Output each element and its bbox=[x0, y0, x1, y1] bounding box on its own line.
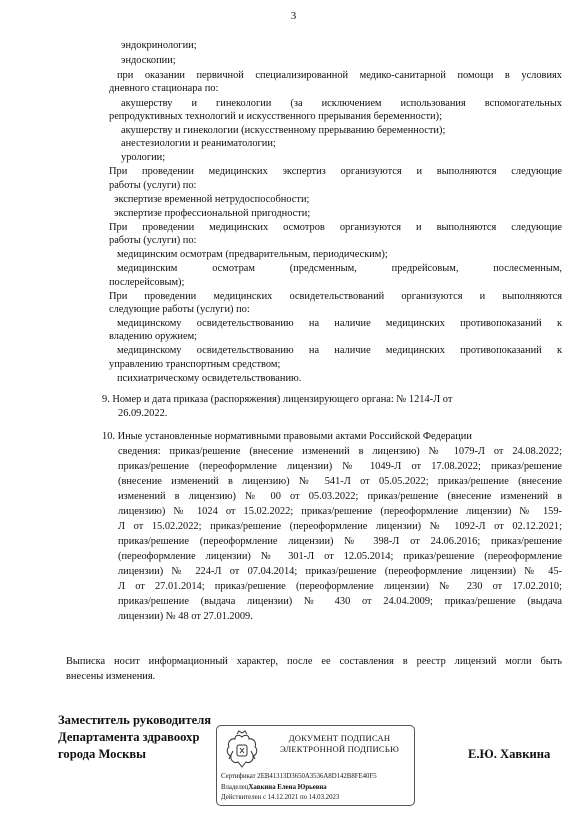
text-line: медицинскому освидетельствованию на наличие медицинских противопоказаний к bbox=[117, 345, 562, 356]
text-line: Л от 27.01.2014; приказ/решение (переоформление лицензии) № 230 от 17.02.2010; bbox=[118, 581, 562, 592]
text-line: (внесение изменений в лицензию) № 541-Л от 05.05.2022; приказ/решение (внесение bbox=[118, 476, 562, 487]
text-line: приказ/решение (переоформление лицензии) № 398-Л от 24.06.2016; приказ/решение bbox=[118, 536, 562, 547]
text-line: изменений в лицензию) № 00 от 05.03.2022; приказ/решение (внесение изменений в bbox=[118, 491, 562, 502]
coat-of-arms-icon bbox=[221, 729, 263, 773]
text-line: экспертизе профессиональной пригодности; bbox=[114, 208, 311, 219]
text-line: работы (услуги) по: bbox=[109, 180, 197, 191]
text-line: владению оружием; bbox=[109, 331, 198, 342]
text-line: 9. Номер и дата приказа (распоряжения) лицензирующего органа: № 1214-Л от bbox=[102, 394, 453, 405]
text-line: Выписка носит информационный характер, после ее составления в реестр лицензий могли быть bbox=[66, 656, 562, 667]
stamp-owner: ВладелецХавкина Елена Юрьевна bbox=[221, 784, 327, 791]
text-line: сведения: приказ/решение (внесение изменений в лицензию) № 1079-Л от 24.08.2022; bbox=[118, 446, 562, 457]
text-line: следующие работы (услуги) по: bbox=[109, 304, 250, 315]
text-line: лицензии) № 48 от 27.01.2009. bbox=[118, 611, 253, 622]
signer-name: Е.Ю. Хавкина bbox=[468, 747, 551, 761]
text-line: лицензии) № 224-Л от 07.04.2014; приказ/решение (переоформление лицензии) № 45- bbox=[118, 566, 562, 577]
electronic-signature-stamp bbox=[216, 725, 415, 806]
text-line: медицинским осмотрам (предварительным, периодическим); bbox=[117, 249, 388, 260]
text-line: При проведении медицинских экспертиз организуются и выполняются следующие bbox=[109, 166, 562, 177]
text-line: приказ/решение (переоформление лицензии) № 1049-Л от 17.08.2022; приказ/решение bbox=[118, 461, 562, 472]
text-line: урологии; bbox=[121, 152, 166, 163]
text-line: послерейсовым); bbox=[109, 277, 185, 288]
text-line: дневного стационара по: bbox=[109, 83, 219, 94]
text-line: управлению транспортным средством; bbox=[109, 359, 281, 370]
text-line: экспертизе временной нетрудоспособности; bbox=[114, 194, 310, 205]
text-line: лицензию) № 1024 от 15.02.2022; приказ/решение (переоформление лицензии) № 159- bbox=[118, 506, 562, 517]
stamp-title: ДОКУМЕНТ ПОДПИСАН ЭЛЕКТРОННОЙ ПОДПИСЬЮ bbox=[279, 733, 399, 754]
text-line: акушерству и гинекологии (за исключением использования вспомогательных bbox=[121, 98, 562, 109]
text-line: эндоскопии; bbox=[121, 55, 176, 66]
stamp-validity: Действителен с 14.12.2021 по 14.03.2023 bbox=[221, 794, 340, 801]
text-line: внесены изменения. bbox=[66, 671, 156, 682]
text-line: медицинскому освидетельствованию на наличие медицинских противопоказаний к bbox=[117, 318, 562, 329]
text-line: При проведении медицинских освидетельствований организуются и выполняются bbox=[109, 291, 562, 302]
text-line: медицинским осмотрам (предсменным, предрейсовым, послесменным, bbox=[117, 263, 562, 274]
text-line: психиатрическому освидетельствованию. bbox=[117, 373, 302, 384]
page-number: 3 bbox=[290, 10, 297, 22]
text-line: анестезиологии и реаниматологии; bbox=[121, 138, 276, 149]
text-line: (переоформление лицензии) № 301-Л от 12.05.2014; приказ/решение (переоформление bbox=[118, 551, 562, 562]
text-line: репродуктивных технологий и искусственного прерывания беременности); bbox=[109, 111, 442, 122]
text-line: эндокринологии; bbox=[121, 40, 197, 51]
text-line: работы (услуги) по: bbox=[109, 235, 197, 246]
text-line: 26.09.2022. bbox=[118, 408, 168, 419]
text-line: приказ/решение (выдача лицензии) № 430 от 24.04.2009; приказ/решение (выдача bbox=[118, 596, 562, 607]
text-line: Л от 15.02.2022; приказ/решение (переоформление лицензии) № 1092-Л от 02.12.2021; bbox=[118, 521, 562, 532]
stamp-certificate: Сертификат 2EB41313D3650A3536A8D142B8FE40F5 bbox=[221, 773, 377, 780]
text-line: при оказании первичной специализированной медико-санитарной помощи в условиях bbox=[117, 70, 562, 81]
signer-position: города Москвы bbox=[58, 747, 146, 761]
text-line: акушерству и гинекологии (искусственному прерыванию беременности); bbox=[121, 125, 446, 136]
signer-position: Заместитель руководителя bbox=[58, 713, 212, 727]
signer-position: Департамента здравоохр bbox=[58, 730, 200, 744]
text-line: 10. Иные установленные нормативными правовыми актами Российской Федерации bbox=[102, 431, 472, 442]
text-line: При проведении медицинских осмотров организуются и выполняются следующие bbox=[109, 222, 562, 233]
